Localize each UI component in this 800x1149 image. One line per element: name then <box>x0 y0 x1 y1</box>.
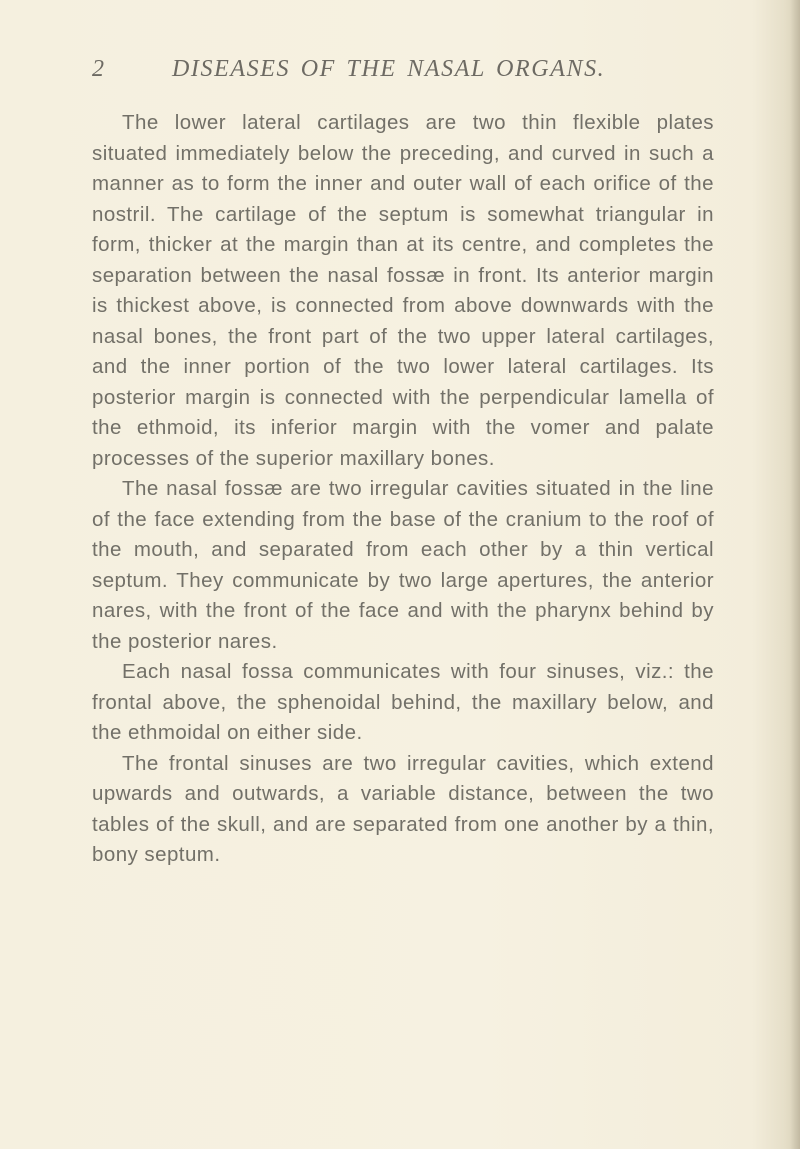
body-text <box>92 108 714 871</box>
running-head <box>92 56 714 86</box>
running-title: DISEASES OF THE NASAL ORGANS. <box>172 56 606 82</box>
page-edge-shadow <box>790 0 800 1149</box>
paragraph-frontal-sinuses: The frontal sinuses are two irregular cavities, which extend upwards and outwards, a variable distance, between the two tables of the skull, and are separated from one another by a thin, bony septum. <box>92 751 714 866</box>
paragraph-nasal-fossae: The nasal fossæ are two irregular cavities situated in the line of the face extending from the base of the cranium to the roof of the mouth, and separated from each other by a thin vertical septum. They communicate by two large apertures, the anterior nares, with the front of the face and with the pharynx behind by the posterior nares. <box>92 477 714 653</box>
paragraph-cartilages: The lower lateral cartilages are two thin flexible plates situated immediately below the preceding, and curved in such a manner as to form the inner and outer wall of each orifice of the nostril. The cartilage of the septum is somewhat triangular in form, thicker at the margin than at its centre, and completes the separation between the nasal fossæ in front. Its anterior margin is thickest above, is connected from above downwards with the nasal bones, the front part of the two upper lateral cartilages, and the inner portion of the two lower lateral cartilages. Its posterior margin is connected with the perpendicular lamella of the ethmoid, its inferior margin with the vomer and palate processes of the superior maxillary bones. <box>92 111 714 470</box>
page-number: 2 <box>92 56 104 82</box>
paragraph-sinuses: Each nasal fossa communicates with four sinuses, viz.: the frontal above, the sphenoidal behind, the maxillary below, and the ethmoidal on either side. <box>92 660 714 744</box>
